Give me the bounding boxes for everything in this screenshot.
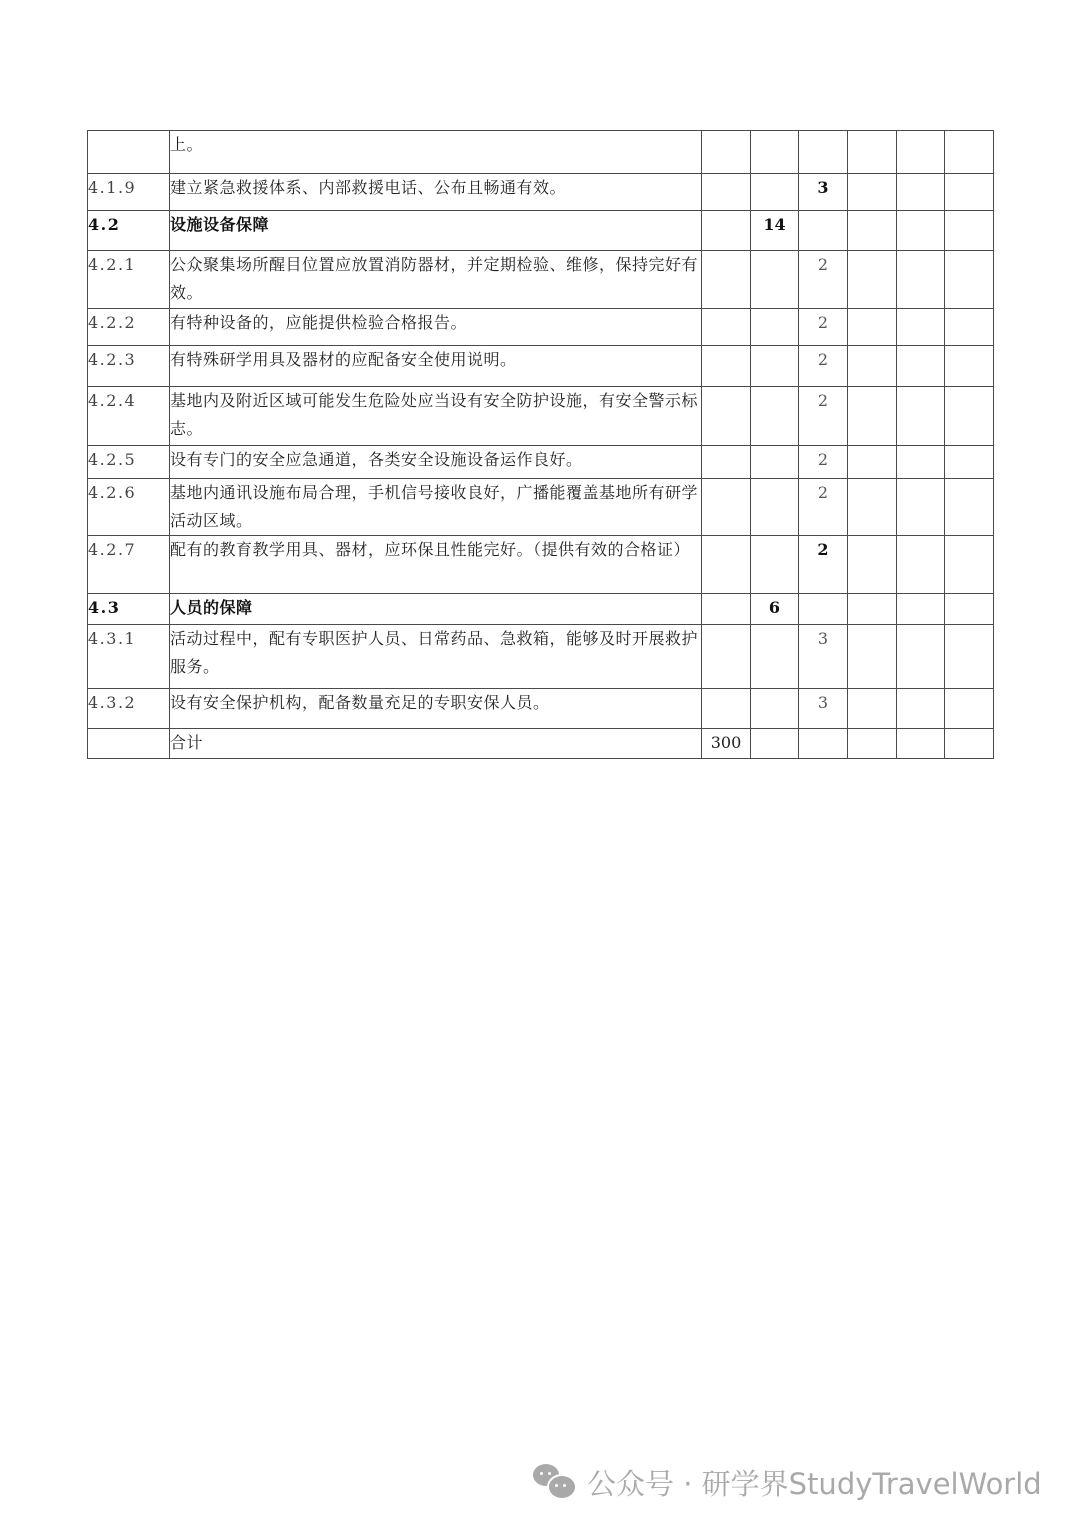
score-cell-c5 (897, 309, 945, 346)
item-description: 设有专门的安全应急通道，各类安全设施设备运作良好。 (170, 446, 702, 479)
score-cell-c4 (848, 346, 897, 387)
score-cell-c4 (848, 689, 897, 729)
watermark-text: 公众号 · 研学界StudyTravelWorld (587, 1466, 1042, 1501)
item-code: 4.2.3 (88, 346, 170, 387)
score-cell-c6 (945, 251, 994, 309)
score-cell-c6 (945, 387, 994, 446)
score-cell-c5 (897, 174, 945, 211)
item-code: 4.2.5 (88, 446, 170, 479)
score-cell-c4 (848, 387, 897, 446)
score-cell-c6 (945, 309, 994, 346)
score-cell-c2 (751, 625, 799, 689)
item-description: 设施设备保障 (170, 211, 702, 251)
score-cell-c1 (702, 309, 751, 346)
score-cell-c1 (702, 446, 751, 479)
score-cell-c2 (751, 479, 799, 536)
score-cell-c5 (897, 729, 945, 759)
score-cell-c3: 2 (799, 387, 848, 446)
score-cell-c3: 2 (799, 479, 848, 536)
score-cell-c2: 14 (751, 211, 799, 251)
table-row (88, 251, 994, 309)
score-cell-c4 (848, 729, 897, 759)
score-cell-c2 (751, 251, 799, 309)
score-cell-c1 (702, 536, 751, 594)
score-cell-c2 (751, 174, 799, 211)
score-cell-c5 (897, 625, 945, 689)
item-description: 有特殊研学用具及器材的应配备安全使用说明。 (170, 346, 702, 387)
item-code: 4.2 (88, 211, 170, 251)
score-cell-c2: 6 (751, 594, 799, 625)
score-cell-c5 (897, 536, 945, 594)
score-cell-c6 (945, 536, 994, 594)
item-code (88, 729, 170, 759)
score-cell-c6 (945, 729, 994, 759)
score-cell-c3: 3 (799, 689, 848, 729)
score-cell-c5 (897, 251, 945, 309)
score-cell-c3: 2 (799, 251, 848, 309)
table-row (88, 174, 994, 211)
score-cell-c4 (848, 625, 897, 689)
total-row (88, 729, 994, 759)
score-cell-c6 (945, 346, 994, 387)
score-cell-c5 (897, 446, 945, 479)
item-description: 上。 (170, 131, 702, 174)
item-code: 4.2.2 (88, 309, 170, 346)
table-body (88, 131, 994, 759)
wechat-icon (533, 1464, 575, 1500)
item-description: 建立紧急救援体系、内部救援电话、公布且畅通有效。 (170, 174, 702, 211)
score-cell-c4 (848, 174, 897, 211)
score-cell-c4 (848, 446, 897, 479)
table-row (88, 536, 994, 594)
score-cell-c6 (945, 594, 994, 625)
score-cell-c4 (848, 536, 897, 594)
score-cell-c3 (799, 594, 848, 625)
score-cell-c3: 3 (799, 625, 848, 689)
table-row (88, 346, 994, 387)
score-cell-c1 (702, 211, 751, 251)
score-cell-c1: 300 (702, 729, 751, 759)
item-description: 设有安全保护机构，配备数量充足的专职安保人员。 (170, 689, 702, 729)
score-cell-c1 (702, 689, 751, 729)
score-cell-c1 (702, 387, 751, 446)
item-description: 基地内通讯设施布局合理，手机信号接收良好，广播能覆盖基地所有研学活动区域。 (170, 479, 702, 536)
score-cell-c6 (945, 625, 994, 689)
score-cell-c3: 2 (799, 346, 848, 387)
section-row (88, 594, 994, 625)
score-cell-c6 (945, 174, 994, 211)
item-description: 合计 (170, 729, 702, 759)
score-cell-c3: 2 (799, 536, 848, 594)
item-description: 有特种设备的，应能提供检验合格报告。 (170, 309, 702, 346)
score-cell-c4 (848, 479, 897, 536)
table-row (88, 446, 994, 479)
item-code: 4.3.2 (88, 689, 170, 729)
watermark-footer (533, 1462, 1042, 1502)
item-code: 4.3.1 (88, 625, 170, 689)
score-cell-c3 (799, 729, 848, 759)
item-description: 活动过程中，配有专职医护人员、日常药品、急救箱，能够及时开展救护服务。 (170, 625, 702, 689)
score-cell-c5 (897, 346, 945, 387)
score-cell-c2 (751, 729, 799, 759)
score-cell-c5 (897, 479, 945, 536)
score-cell-c2 (751, 131, 799, 174)
score-cell-c3 (799, 131, 848, 174)
score-cell-c1 (702, 625, 751, 689)
item-description: 人员的保障 (170, 594, 702, 625)
item-code (88, 131, 170, 174)
table-row (88, 689, 994, 729)
score-cell-c5 (897, 594, 945, 625)
score-cell-c3 (799, 211, 848, 251)
score-cell-c1 (702, 131, 751, 174)
item-code: 4.2.6 (88, 479, 170, 536)
score-cell-c2 (751, 346, 799, 387)
section-row (88, 211, 994, 251)
item-description: 基地内及附近区域可能发生危险处应当设有安全防护设施，有安全警示标志。 (170, 387, 702, 446)
score-cell-c6 (945, 479, 994, 536)
score-cell-c5 (897, 211, 945, 251)
table-row (88, 479, 994, 536)
item-code: 4.2.1 (88, 251, 170, 309)
score-cell-c1 (702, 251, 751, 309)
table-row (88, 309, 994, 346)
score-cell-c2 (751, 689, 799, 729)
score-cell-c5 (897, 387, 945, 446)
item-code: 4.1.9 (88, 174, 170, 211)
score-cell-c4 (848, 594, 897, 625)
score-cell-c1 (702, 479, 751, 536)
score-cell-c4 (848, 211, 897, 251)
item-code: 4.2.4 (88, 387, 170, 446)
score-cell-c1 (702, 174, 751, 211)
score-cell-c1 (702, 594, 751, 625)
score-cell-c5 (897, 131, 945, 174)
score-cell-c4 (848, 309, 897, 346)
score-cell-c2 (751, 387, 799, 446)
table-row (88, 131, 994, 174)
score-cell-c6 (945, 689, 994, 729)
score-cell-c4 (848, 251, 897, 309)
score-cell-c3: 3 (799, 174, 848, 211)
item-code: 4.2.7 (88, 536, 170, 594)
item-description: 配有的教育教学用具、器材，应环保且性能完好。（提供有效的合格证） (170, 536, 702, 594)
item-code: 4.3 (88, 594, 170, 625)
score-cell-c2 (751, 446, 799, 479)
score-cell-c6 (945, 211, 994, 251)
score-cell-c2 (751, 536, 799, 594)
score-cell-c2 (751, 309, 799, 346)
score-cell-c4 (848, 131, 897, 174)
score-cell-c6 (945, 446, 994, 479)
score-cell-c1 (702, 346, 751, 387)
score-cell-c6 (945, 131, 994, 174)
score-cell-c3: 2 (799, 446, 848, 479)
scoring-table (87, 130, 994, 759)
table-row (88, 625, 994, 689)
score-cell-c3: 2 (799, 309, 848, 346)
table-row (88, 387, 994, 446)
item-description: 公众聚集场所醒目位置应放置消防器材，并定期检验、维修，保持完好有效。 (170, 251, 702, 309)
score-cell-c5 (897, 689, 945, 729)
